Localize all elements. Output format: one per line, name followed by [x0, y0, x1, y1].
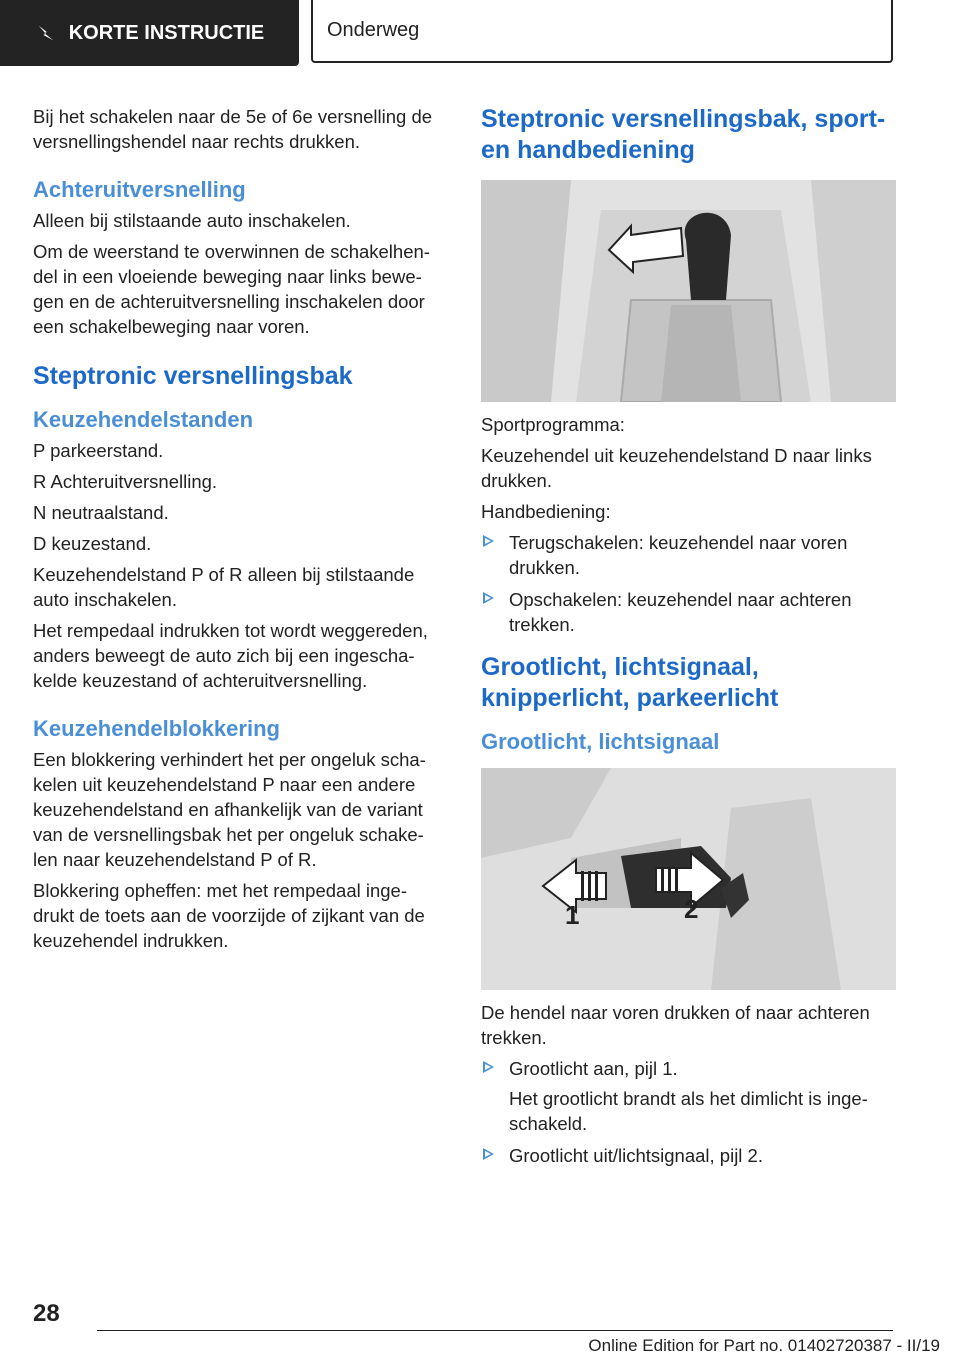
tab-label: Onderweg — [327, 19, 420, 41]
sport-label: Sportprogramma: — [481, 414, 625, 435]
bullet-triangle-icon — [483, 592, 494, 604]
list-item: Terugschakelen: keuzehendel naar voren drukken. — [481, 530, 896, 580]
lock-paragraph-2: Blokkering opheffen: met het rempedaal inge-drukt de toets aan de voorzijde of zijkant van de keuzehendel indrukken. — [33, 880, 425, 951]
manual-label: Handbediening: — [481, 501, 611, 522]
list-item: Grootlicht aan, pijl 1. — [481, 1056, 896, 1081]
bullet-triangle-icon — [483, 1061, 494, 1073]
positions-paragraph-2: Het rempedaal indrukken tot wordt weggereden, anders beweegt de auto zich bij een ingescha-kelde keuzestand of achteruitversnelling. — [33, 620, 428, 691]
footer-divider — [97, 1330, 893, 1331]
arrow-2-label: 2 — [684, 894, 699, 924]
lock-paragraph-1: Een blokkering verhindert het per ongeluk scha-kelen uit keuzehendelstand P naar een andere keuzehendelstand en afhankelijk van de variant van de versnellingsbak het per ongeluk schake-len naar keuzehendelstand P of R. — [33, 749, 426, 870]
positions-paragraph-1: Keuzehendelstand P of R alleen bij stilstaande auto inschakelen. — [33, 564, 415, 610]
beam-item-note: Het grootlicht brandt als het dimlicht is inge-schakeld. — [509, 1088, 868, 1134]
light-stalk-illustration — [481, 768, 896, 990]
tab-korte-instructie[interactable] — [0, 0, 299, 66]
sport-heading: Steptronic versnellingsbak, sport- en handbediening — [481, 105, 886, 164]
position-d: D keuzestand. — [33, 533, 152, 554]
beam-list-2 — [481, 1143, 896, 1168]
reverse-heading: Achteruitversnelling — [33, 177, 246, 202]
sport-text: Keuzehendel uit keuzehendelstand D naar links drukken. — [481, 445, 872, 491]
position-r: R Achteruitversnelling. — [33, 471, 218, 492]
arrow-1-label: 1 — [565, 900, 580, 930]
bullet-triangle-icon — [483, 1148, 494, 1160]
lights-heading: Grootlicht, lichtsignaal, knipperlicht, parkeerlicht — [481, 653, 779, 712]
page-number: 28 — [33, 1300, 60, 1327]
manual-list — [481, 530, 896, 637]
positions-heading: Keuzehendelstanden — [33, 407, 254, 432]
gear-selector-illustration — [481, 180, 896, 402]
position-n: N neutraalstand. — [33, 502, 169, 523]
right-column — [481, 104, 896, 1175]
flash-lightning-icon — [35, 22, 57, 44]
bullet-triangle-icon — [483, 535, 494, 547]
tab-active-label: KORTE INSTRUCTIE — [68, 21, 265, 44]
steptronic-heading: Steptronic versnellingsbak — [33, 362, 353, 390]
lock-heading: Keuzehendelblokkering — [33, 716, 280, 741]
beam-list — [481, 1056, 896, 1081]
beam-text: De hendel naar voren drukken of naar achteren trekken. — [481, 1002, 870, 1048]
list-item: Grootlicht uit/lichtsignaal, pijl 2. — [481, 1143, 896, 1168]
reverse-paragraph-2: Om de weerstand te overwinnen de schakelhen-del in een vloeiende beweging naar links bewe-gen en de achteruitversnelling inschakelen door een schakelbeweging naar voren. — [33, 241, 430, 337]
tab-onderweg[interactable] — [311, 0, 893, 63]
footer-edition: Online Edition for Part no. 01402720387 - II/19 — [588, 1336, 940, 1355]
left-column — [33, 104, 448, 959]
reverse-paragraph-1: Alleen bij stilstaande auto inschakelen. — [33, 210, 351, 231]
intro-paragraph: Bij het schakelen naar de 5e of 6e versnelling de versnellingshendel naar rechts drukken. — [33, 106, 433, 152]
beam-heading: Grootlicht, lichtsignaal — [481, 729, 720, 754]
list-item: Opschakelen: keuzehendel naar achteren trekken. — [481, 587, 896, 637]
page-header — [0, 0, 960, 66]
position-p: P parkeerstand. — [33, 440, 164, 461]
